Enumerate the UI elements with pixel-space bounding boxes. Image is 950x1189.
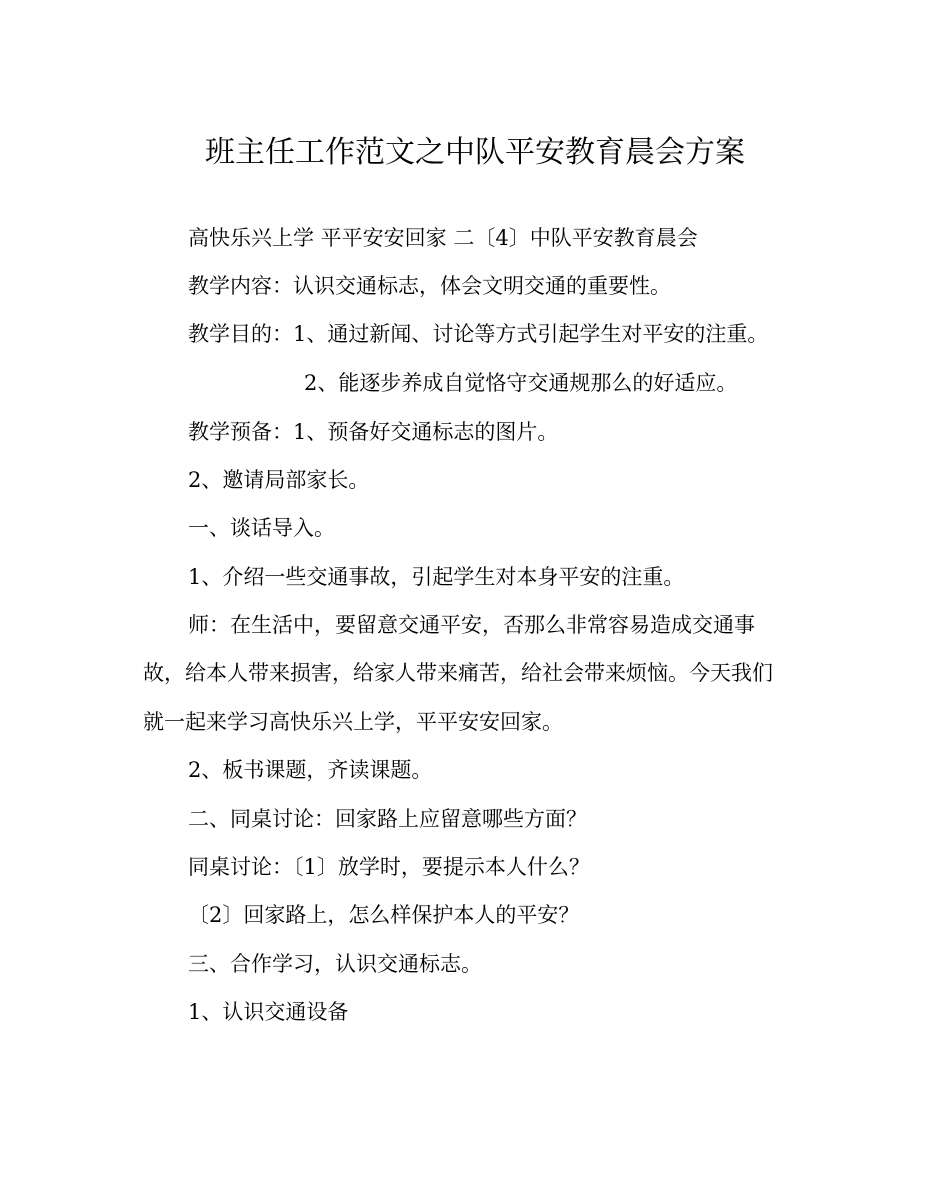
section-heading: 三、合作学习，认识交通标志。 bbox=[188, 952, 482, 976]
paragraph-line: 高快乐兴上学 平平安安回家 二〔4〕中队平安教育晨会 bbox=[188, 226, 698, 250]
paragraph-line: 教学内容：认识交通标志，体会文明交通的重要性。 bbox=[188, 274, 671, 298]
paragraph-line: 同桌讨论：〔1〕放学时，要提示本人什么？ bbox=[188, 855, 590, 879]
paragraph-line: 师：在生活中，要留意交通平安，否那么非常容易造成交通事 bbox=[188, 613, 755, 637]
paragraph-line: 2、能逐步养成自觉恪守交通规那么的好适应。 bbox=[304, 371, 738, 395]
paragraph-line: 〔2〕回家路上，怎么样保护本人的平安？ bbox=[188, 903, 580, 927]
document-title: 班主任工作范文之中队平安教育晨会方案 bbox=[205, 135, 745, 170]
paragraph-line: 故，给本人带来损害，给家人带来痛苦，给社会带来烦恼。今天我们 bbox=[143, 661, 773, 685]
paragraph-line: 教学目的：1、通过新闻、讨论等方式引起学生对平安的注重。 bbox=[188, 322, 769, 346]
paragraph-line: 2、邀请局部家长。 bbox=[188, 468, 370, 492]
section-heading: 二、同桌讨论：回家路上应留意哪些方面？ bbox=[188, 807, 587, 831]
paragraph-line: 就一起来学习高快乐兴上学，平平安安回家。 bbox=[143, 710, 563, 734]
paragraph-line: 2、板书课题，齐读课题。 bbox=[188, 758, 433, 782]
paragraph-line: 1、介绍一些交通事故，引起学生对本身平安的注重。 bbox=[188, 565, 685, 589]
paragraph-line: 教学预备：1、预备好交通标志的图片。 bbox=[188, 420, 559, 444]
paragraph-line: 1、认识交通设备 bbox=[188, 1000, 349, 1024]
section-heading: 一、谈话导入。 bbox=[188, 516, 335, 540]
